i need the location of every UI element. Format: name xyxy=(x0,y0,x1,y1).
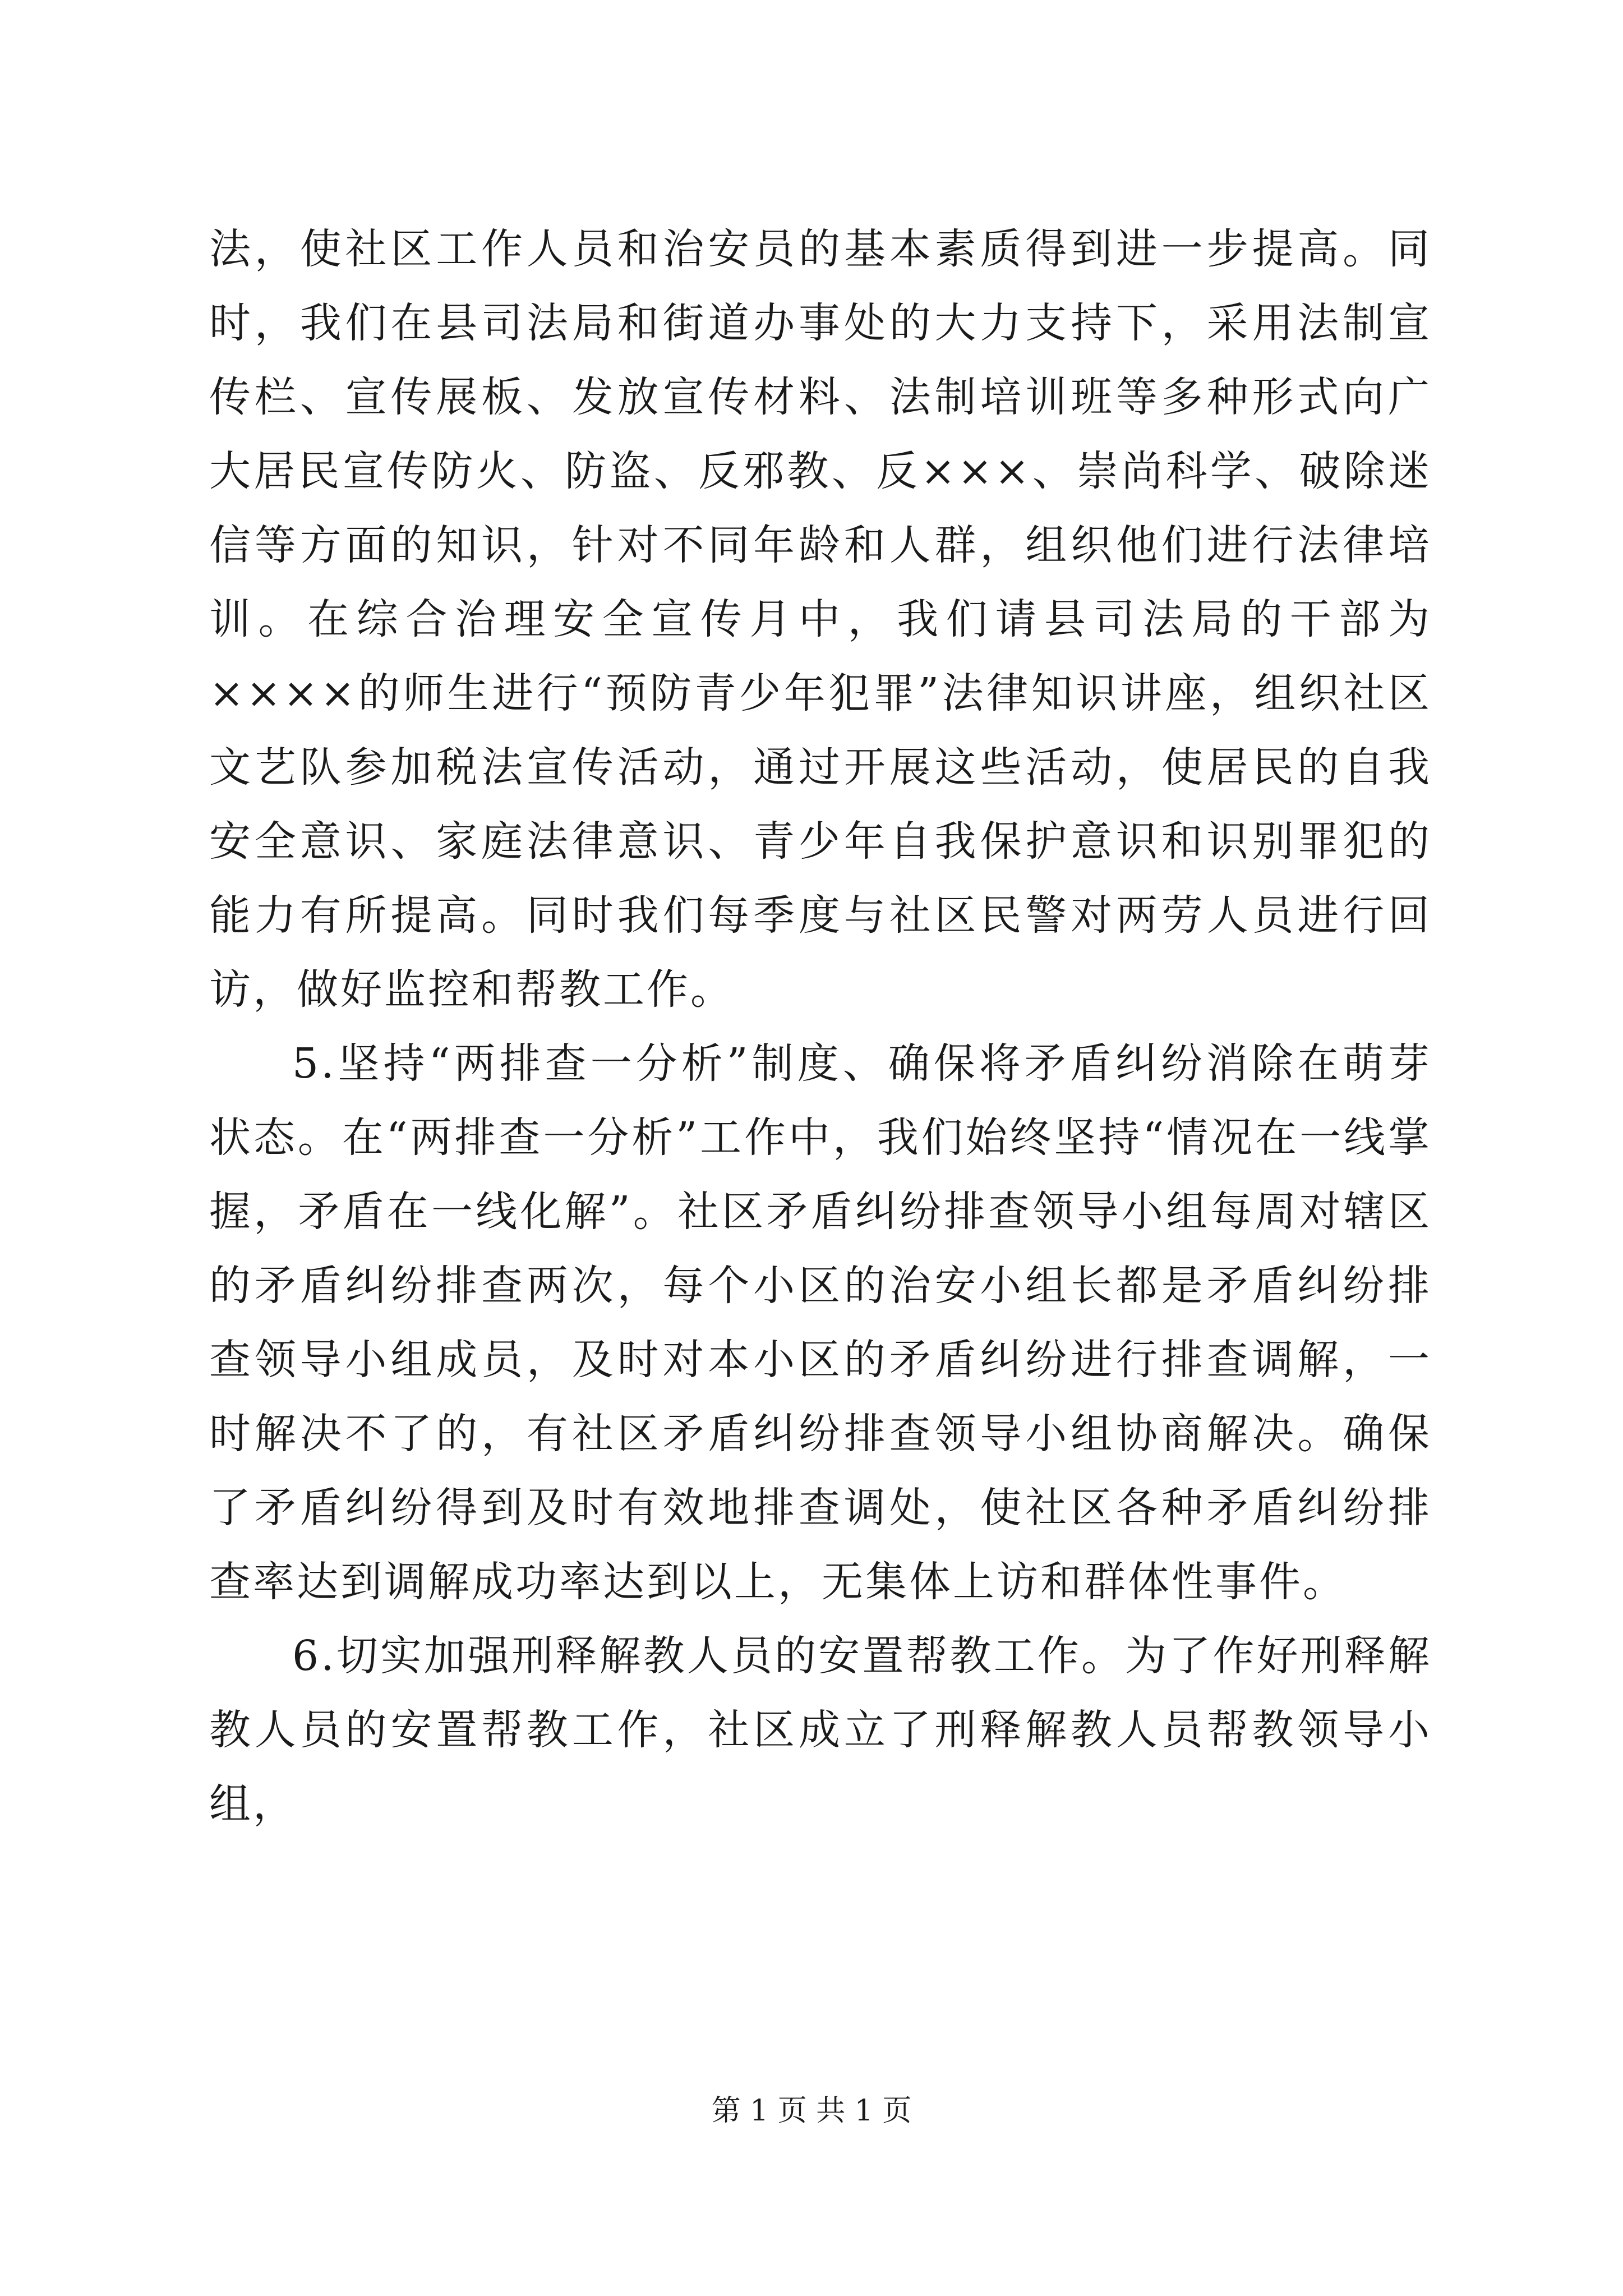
document-body xyxy=(209,212,1432,1841)
page-footer: 第 1 页 共 1 页 xyxy=(711,2094,912,2128)
paragraph-item-5: 5.坚持“两排查一分析”制度、确保将矛盾纠纷消除在萌芽状态。在“两排查一分析”工作中，我们始终坚持“情况在一线掌握，矛盾在一线化解”。社区矛盾纠纷排查领导小组每周对辖区的矛盾纠纷排查两次，每个小区的治安小组长都是矛盾纠纷排查领导小组成员，及时对本小区的矛盾纠纷进行排查调解，一时解决不了的，有社区矛盾纠纷排查领导小组协商解决。确保了矛盾纠纷得到及时有效地排查调处，使社区各种矛盾纠纷排查率达到调解成功率达到以上，无集体上访和群体性事件。 xyxy=(209,1039,1432,1606)
paragraph-item-6: 6.切实加强刑释解教人员的安置帮教工作。为了作好刑释解教人员的安置帮教工作，社区成立了刑释解教人员帮教领导小组， xyxy=(209,1632,1432,1828)
paragraph-continued: 法，使社区工作人员和治安员的基本素质得到进一步提高。同时，我们在县司法局和街道办事处的大力支持下，采用法制宣传栏、宣传展板、发放宣传材料、法制培训班等多种形式向广大居民宣传防火、防盗、反邪教、反×××、崇尚科学、破除迷信等方面的知识，针对不同年龄和人群，组织他们进行法律培训。在综合治理安全宣传月中，我们请县司法局的干部为××××的师生进行“预防青少年犯罪”法律知识讲座，组织社区文艺队参加税法宣传活动，通过开展这些活动，使居民的自我安全意识、家庭法律意识、青少年自我保护意识和识别罪犯的能力有所提高。同时我们每季度与社区民警对两劳人员进行回访，做好监控和帮教工作。 xyxy=(209,225,1432,1014)
